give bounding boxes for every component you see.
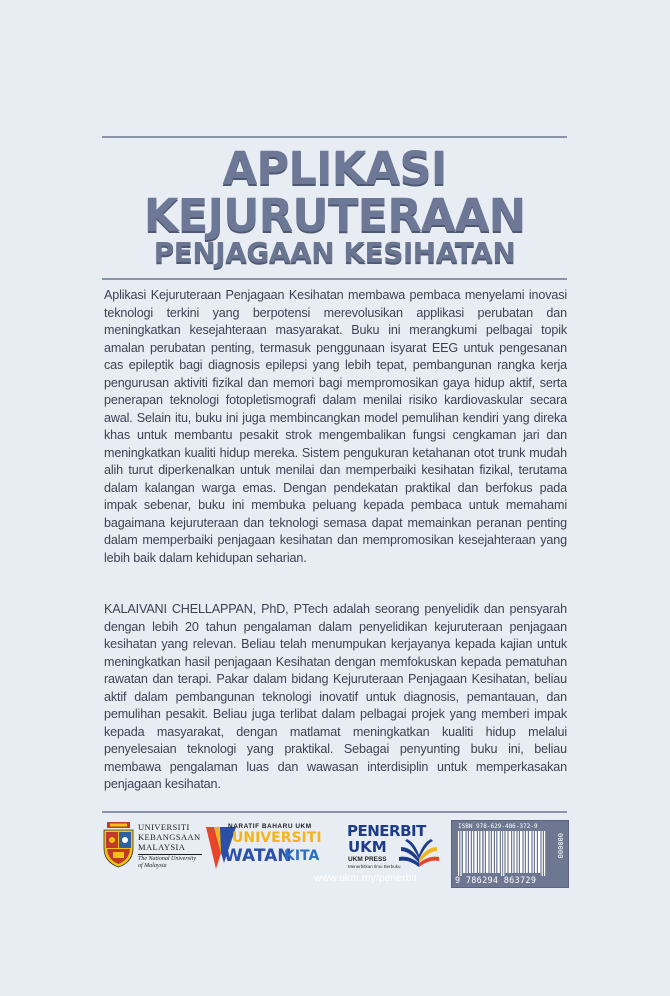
ukm-line-3: MALAYSIA <box>138 842 186 852</box>
title-line-2: KEJURUTERAAN <box>143 189 526 242</box>
watan-small-text: NARATIF BAHARU UKM <box>228 823 312 830</box>
isbn-label: ISBN 978-629-486-372-9 <box>458 823 538 830</box>
bottom-rule <box>102 811 567 813</box>
publisher-tagline: Menerbitkan Ilmu Berbuku <box>348 864 401 869</box>
penerbit-text: PENERBIT <box>347 822 426 840</box>
barcode-icon <box>458 831 546 876</box>
kita-text: KITA <box>284 848 320 864</box>
price-code: 000000 <box>556 833 564 859</box>
isbn-number: 9 786294 863729 <box>455 876 537 886</box>
ukm-press-text: UKM PRESS <box>348 856 387 863</box>
publisher-url: www.ukm.my/penerbit <box>314 872 417 884</box>
ukm-line-2: KEBANGSAAN <box>138 832 201 842</box>
book-title <box>102 142 567 267</box>
logo-strip <box>102 818 568 888</box>
title-line-1: APLIKASI <box>222 142 447 195</box>
penerbit-ukm-text: UKM <box>348 838 387 856</box>
top-rule <box>102 136 567 138</box>
synopsis-paragraph: Aplikasi Kejuruteraan Penjagaan Kesihatan membawa pembaca menyelami inovasi teknologi terkini yang berpotensi merevolusikan applikasi perubatan dan meningkatkan kesejahteraan masyarakat. Buku ini merangkumi pelbagai topik amalan perubatan penting, termasuk penggunaan isyarat EEG untuk pengesanan cas epileptik bagi diagnosis epilepsi yang lebih tepat, pembangunan rangka kerja pengurusan aktiviti fizikal dan memori bagi mempromosikan gaya hidup aktif, serta penerapan teknologi fotopletismografi dalam menilai risiko kardiovaskular secara awal. Selain itu, buku ini juga membincangkan model pemulihan kendiri yang direka khas untuk membantu pesakit strok mengembalikan fungsi cengkaman jari dan meningkatkan kualiti hidup mereka. Sistem pengukuran ketahanan otot trunk mudah alih turut diperkenalkan untuk menilai dan memperbaiki kesihatan fizikal, terutama dalam kalangan warga emas. Dengan pendekatan praktikal dan berfokus pada impak sebenar, buku ini membuka peluang kepada pembaca untuk memahami bagaimana kejuruteraan dan teknologi semasa dapat memainkan peranan penting dalam memperbaiki penjagaan kesihatan dan mempromosikan kesejahteraan yang lebih baik dalam kehidupan seharian. <box>104 288 567 565</box>
barcode-panel <box>451 820 569 888</box>
title-rule <box>102 278 567 280</box>
ukm-divider <box>138 854 202 855</box>
open-book-icon <box>397 839 441 869</box>
ukm-wordmark <box>138 822 202 869</box>
watan-text: WATAN <box>224 846 292 866</box>
penerbit-ukm-logo <box>347 822 442 870</box>
ukm-crest-icon <box>102 822 135 868</box>
author-bio-paragraph: KALAIVANI CHELLAPPAN, PhD, PTech adalah seorang penyelidik dan pensyarah dengan lebih 20 tahun pengalaman dalam penyelidikan kejuruteraan penjagaan kesihatan yang relevan. Beliau telah menumpukan kerjayanya kepada kajian untuk meningkatkan hasil penjagaan Kesihatan dengan memfokuskan kepada pematuhan rawatan dan terapi. Pakar dalam bidang Kejuruteraan Penjagaan Kesihatan, beliau aktif dalam pembangunan teknologi inovatif untuk diagnosis, pemantauan, dan pemulihan pesakit. Beliau juga terlibat dalam pelbagai projek yang memberi impak kepada masyarakat, dengan matlamat meningkatkan kualiti hidup melalui penyelesaian teknologi yang praktikal. Sebagai penyunting buku ini, beliau membawa pengalaman luas dan wawasan interdisiplin untuk memperkasakan penjagaan kesihatan. <box>104 602 567 791</box>
title-line-3: PENJAGAAN KESIHATAN <box>153 236 516 269</box>
watan-universiti-text: UNIVERSITI <box>232 830 322 846</box>
ukm-line-1: UNIVERSITI <box>138 822 190 832</box>
ukm-sub-2: of Malaysia <box>138 862 167 869</box>
ukm-sub-1: The National University <box>138 856 196 862</box>
universiti-watan-kita-logo <box>206 822 342 868</box>
